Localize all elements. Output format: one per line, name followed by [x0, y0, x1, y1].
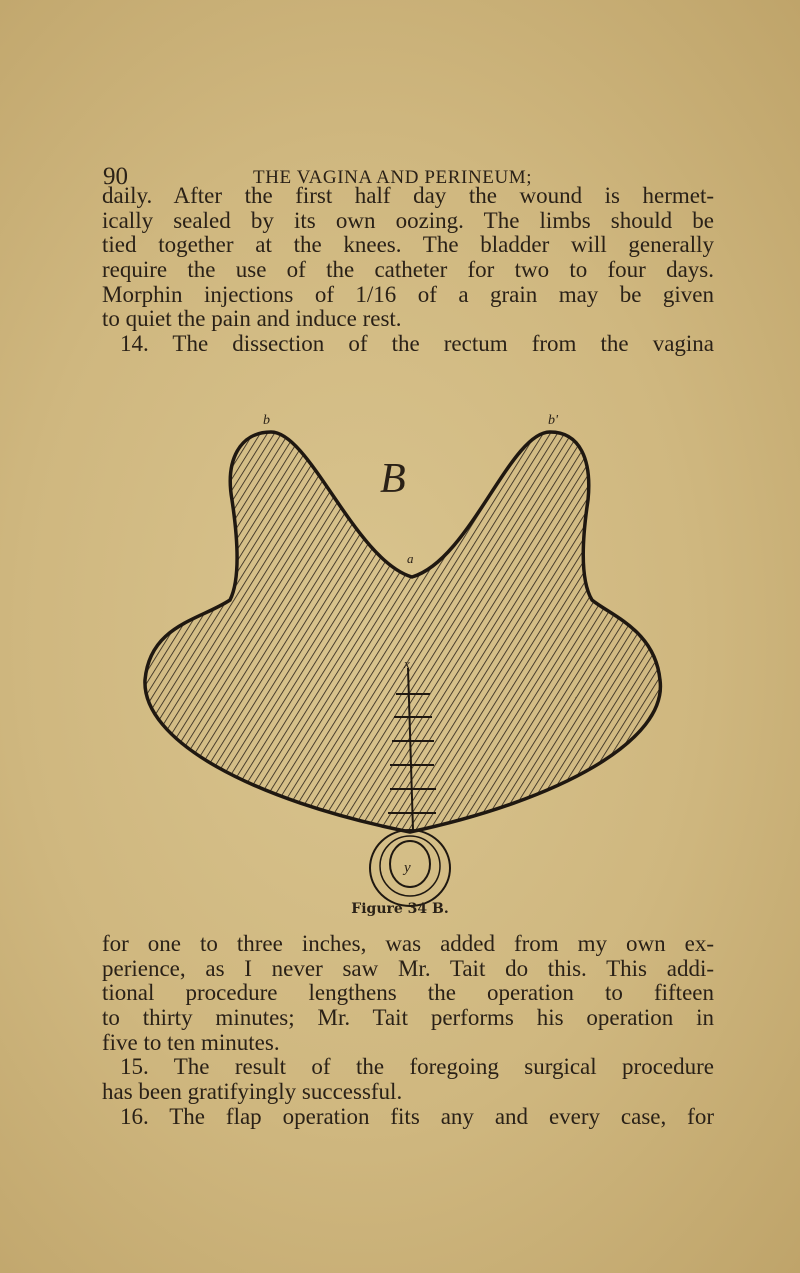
label-y: y [404, 860, 411, 876]
label-b: b [263, 413, 270, 428]
running-head: THE VAGINA AND PERINEUM; [253, 167, 533, 188]
label-b-prime: b' [548, 413, 558, 428]
text-line: daily. After the first half day the wound is hermet- [102, 183, 714, 208]
text-line: Morphin injections of 1/16 of a grain may be given [102, 281, 714, 307]
paragraph-bottom [102, 932, 714, 1130]
text-line: to quiet the pain and induce rest. [102, 306, 402, 332]
text-line: ically sealed by its own oozing. The limbs should be [102, 207, 714, 233]
text-line: require the use of the catheter for two to four days. [102, 257, 714, 283]
text-line: 16. The flap operation fits any and every case, for [120, 1103, 714, 1129]
label-title-b: B [380, 456, 406, 502]
figure-caption: Figure 34 B. [351, 901, 449, 917]
text-line: tied together at the knees. The bladder will generally [102, 232, 714, 258]
text-line: 14. The dissection of the rectum from the vagina [120, 331, 714, 357]
text-line: perience, as I never saw Mr. Tait do this. This addi- [102, 955, 714, 981]
text-line: 15. The result of the foregoing surgical procedure [120, 1054, 714, 1080]
text-line: has been gratifyingly successful. [102, 1079, 403, 1105]
text-line: to thirty minutes; Mr. Tait performs his operation in [102, 1005, 714, 1031]
text-line: tional procedure lengthens the operation to fifteen [102, 980, 714, 1006]
text-line: for one to three inches, was added from my own ex- [102, 931, 714, 956]
text-line: five to ten minutes. [102, 1029, 280, 1055]
page-number: 90 [103, 163, 128, 190]
label-a: a [407, 551, 414, 566]
label-x: x [404, 656, 410, 671]
